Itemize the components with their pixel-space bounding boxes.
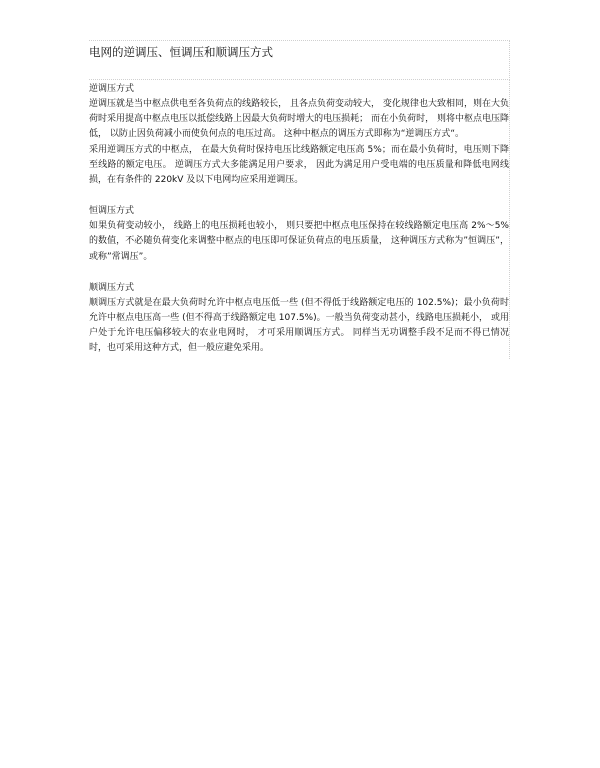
- section-heading: 恒调压方式: [89, 206, 135, 217]
- section-paragraph: 如果负荷变动较小， 线路上的电压损耗也较小， 则只要把中枢点电压保持在较线路额定电压高 2%～5%的数值，不必随负荷变化来调整中枢点的电压即可保证负荷点的电压质量， 这种调压方式称为”恒调压”，或称”常调压”。: [89, 221, 509, 262]
- document-title: 电网的逆调压、恒调压和顺调压方式: [89, 45, 273, 59]
- title-box: [89, 40, 510, 80]
- document-content: [89, 40, 510, 359]
- document-body: [89, 80, 510, 359]
- section-reverse-regulation: [89, 82, 509, 188]
- section-heading: 顺调压方式: [89, 282, 135, 293]
- section-paragraph: 采用逆调压方式的中枢点， 在最大负荷时保持电压比线路额定电压高 5%；而在最小负荷时，电压则下降至线路的额定电压。 逆调压方式大多能满足用户要求， 因此为满足用户受电端的电压质量和降低电网线损，在有条件的 220kV 及以下电网均应采用逆调压。: [89, 144, 509, 186]
- section-paragraph: 顺调压方式就是在最大负荷时允许中枢点电压低一些 (但不得低于线路额定电压的 102.5%)；最小负荷时允许中枢点电压高一些 (但不得高于线路额定电 107.5%)。一般当负荷变动甚小，线路电压损耗小， 或用户处于允许电压偏移较大的农业电网时， 才可采用顺调压方式。 同样当无功调整手段不足而不得已情况时，也可采用这种方式，但一般应避免采用。: [89, 297, 509, 354]
- section-spacer: [89, 265, 509, 281]
- section-heading: 逆调压方式: [89, 84, 135, 94]
- section-spacer: [89, 188, 509, 204]
- section-paragraph: 逆调压就是当中枢点供电至各负荷点的线路较长， 且各点负荷变动较大， 变化规律也大致相同，则在大负荷时采用提高中枢点电压以抵偿线路上因最大负荷时增大的电压损耗； 而在小负荷时， 则将中枢点电压降低， 以防止因负荷减小而使负何点的电压过高。 这种中枢点的调压方式即称为“逆调压方式“。: [89, 99, 509, 140]
- section-constant-regulation: [89, 204, 509, 265]
- section-forward-regulation: [89, 281, 509, 357]
